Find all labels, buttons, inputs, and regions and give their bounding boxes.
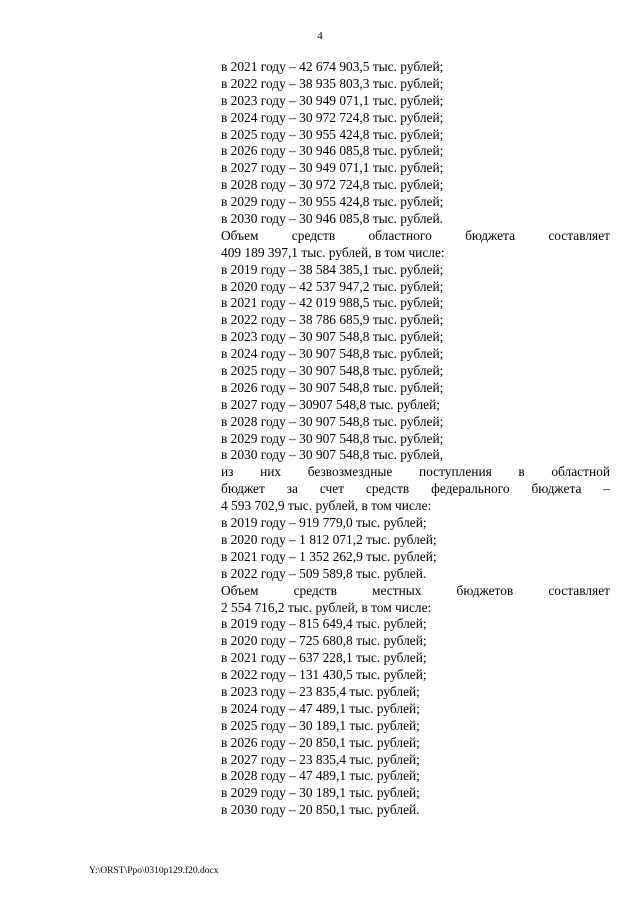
text-line: в 2024 году – 30 972 724,8 тыс. рублей;: [221, 109, 444, 125]
text-line: в 2027 году – 30 949 071,1 тыс. рублей;: [221, 160, 444, 176]
text-line: в 2023 году – 23 835,4 тыс. рублей;: [221, 683, 420, 699]
text-line: в 2019 году – 815 649,4 тыс. рублей;: [221, 616, 427, 632]
text-line: из них безвозмездные поступления в областной: [221, 464, 610, 480]
page-number: 4: [317, 30, 323, 42]
text-line: в 2029 году – 30 907 548,8 тыс. рублей;: [221, 430, 444, 446]
footer-file-path: Y:\ORST\Ppo\0310p129.f20.docx: [89, 866, 219, 876]
text-line: в 2030 году – 30 946 085,8 тыс. рублей.: [221, 211, 443, 227]
text-line: в 2024 году – 30 907 548,8 тыс. рублей;: [221, 346, 444, 362]
text-line: в 2026 году – 30 946 085,8 тыс. рублей;: [221, 143, 444, 159]
text-line: 409 189 397,1 тыс. рублей, в том числе:: [221, 244, 445, 260]
text-line: в 2022 году – 509 589,8 тыс. рублей.: [221, 565, 427, 581]
text-line: в 2028 году – 30 907 548,8 тыс. рублей;: [221, 413, 444, 429]
text-line: 4 593 702,9 тыс. рублей, в том числе:: [221, 498, 432, 514]
text-line: в 2020 году – 725 680,8 тыс. рублей;: [221, 633, 427, 649]
text-line: в 2027 году – 23 835,4 тыс. рублей;: [221, 751, 420, 767]
text-line: в 2021 году – 1 352 262,9 тыс. рублей;: [221, 548, 437, 564]
text-line: в 2025 году – 30 189,1 тыс. рублей;: [221, 717, 420, 733]
text-line: Объем средств областного бюджета составляет: [221, 227, 610, 243]
text-line: в 2030 году – 20 850,1 тыс. рублей.: [221, 802, 420, 818]
text-line: в 2028 году – 47 489,1 тыс. рублей;: [221, 768, 420, 784]
text-line: в 2026 году – 30 907 548,8 тыс. рублей;: [221, 379, 444, 395]
text-line: в 2019 году – 919 779,0 тыс. рублей;: [221, 515, 427, 531]
text-line: в 2025 году – 30 907 548,8 тыс. рублей;: [221, 363, 444, 379]
text-line: в 2027 году – 30907 548,8 тыс. рублей;: [221, 396, 440, 412]
text-line: в 2028 году – 30 972 724,8 тыс. рублей;: [221, 177, 444, 193]
text-line: в 2022 году – 38 935 803,3 тыс. рублей;: [221, 75, 444, 91]
text-line: в 2020 году – 42 537 947,2 тыс. рублей;: [221, 278, 444, 294]
text-line: в 2022 году – 38 786 685,9 тыс. рублей;: [221, 312, 444, 328]
text-line: бюджет за счет средств федерального бюджета –: [221, 481, 610, 497]
text-line: Объем средств местных бюджетов составляет: [221, 582, 610, 598]
text-line: в 2029 году – 30 955 424,8 тыс. рублей;: [221, 194, 444, 210]
text-line: в 2024 году – 47 489,1 тыс. рублей;: [221, 700, 420, 716]
document-body: [221, 59, 610, 819]
text-line: в 2026 году – 20 850,1 тыс. рублей;: [221, 734, 420, 750]
text-line: в 2029 году – 30 189,1 тыс. рублей;: [221, 785, 420, 801]
text-line: в 2020 году – 1 812 071,2 тыс. рублей;: [221, 531, 437, 547]
text-line: в 2023 году – 30 907 548,8 тыс. рублей;: [221, 329, 444, 345]
text-line: в 2021 году – 42 674 903,5 тыс. рублей;: [221, 59, 444, 74]
text-line: в 2030 году – 30 907 548,8 тыс. рублей,: [221, 447, 443, 463]
text-line: в 2023 году – 30 949 071,1 тыс. рублей;: [221, 92, 444, 108]
text-line: в 2025 году – 30 955 424,8 тыс. рублей;: [221, 126, 444, 142]
text-line: в 2021 году – 637 228,1 тыс. рублей;: [221, 650, 427, 666]
text-line: в 2022 году – 131 430,5 тыс. рублей;: [221, 667, 427, 683]
text-line: в 2021 году – 42 019 988,5 тыс. рублей;: [221, 295, 444, 311]
text-line: в 2019 году – 38 584 385,1 тыс. рублей;: [221, 261, 444, 277]
text-line: 2 554 716,2 тыс. рублей, в том числе:: [221, 599, 432, 615]
